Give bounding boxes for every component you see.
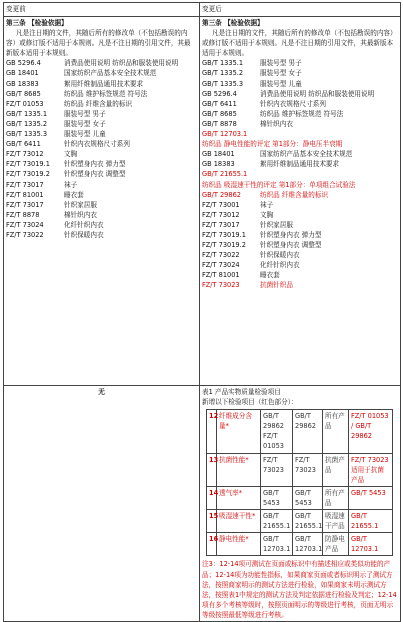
standard-code: GB/T 8685 (6, 89, 41, 98)
standard-name: 针织家居服 (64, 200, 97, 209)
table-row (207, 510, 393, 533)
table-cell-c3: GB/T 29862 (293, 410, 323, 453)
table-row (207, 410, 393, 453)
standard-code: FZ/T 73024 (6, 220, 44, 229)
standard-code: GB/T 1335.1 (6, 109, 48, 118)
standard-item (202, 89, 398, 99)
standard-code: FZ/T 81001 (202, 271, 240, 280)
standard-item (6, 230, 197, 240)
standard-name: 针织塑身内衣 弹力型 (260, 230, 322, 239)
note-text: 注3：12-14项可测试在页面或标识中有描述相应或类似功能的产品；12-14项为功能性指标，如果商家页面或者标识明示了测试方法，按照商家明示的测试方法进行检验，如果商家未明示测试方法，按照表1中规定的测试方法及判定依据进行检验及判定；12-14项有多个考核等级时，按照页面明示的等级进行考核，页面无明示等级按照最低等级进行考核。 (202, 560, 397, 619)
comparison-table (3, 2, 401, 622)
standard-item (6, 200, 197, 210)
table-row (207, 453, 393, 486)
table-cell-no: 12 (207, 410, 217, 453)
standard-code: GB/T 12703.1 (202, 130, 248, 139)
table-cell-c5: FZ/T 73023 适用于抗菌产品 (349, 453, 393, 486)
standard-code: GB/T 1335.3 (6, 130, 48, 139)
standard-code: GB/T 6411 (6, 140, 41, 149)
table-cell-c1: 静电性能* (217, 533, 261, 556)
table-cell-c3: GB/T 12703.1 (293, 533, 323, 556)
standard-name: 纺织品 纤维含量的标识 (64, 99, 133, 108)
table-cell-c4: 抗菌产品 (323, 453, 349, 486)
standard-name: 国家纺织产品基本安全技术规范 (64, 69, 157, 78)
table-cell-c4: 所有产品 (323, 486, 349, 509)
standard-code: FZ/T 73017 (202, 220, 240, 229)
standard-code: FZ/T 73019.1 (6, 160, 50, 169)
standard-code: GB 5296.4 (202, 89, 237, 98)
standard-name: 针织塑身内衣 弹力型 (64, 160, 126, 169)
table-subtitle: 新增以下检验项目（红色部分）： (202, 398, 298, 407)
table-cell-c2: GB/T 5453 (261, 486, 293, 509)
standard-name: 针织保暖内衣 (260, 251, 300, 260)
standard-code: FZ/T 8878 (6, 210, 40, 219)
standard-code: FZ/T 73019.1 (202, 230, 246, 239)
after-clause-title: 第三条 【检验依据】 (202, 19, 264, 27)
standard-code: FZ/T 73019.2 (202, 241, 246, 250)
standard-item (202, 200, 398, 210)
before-paragraph: 凡是注日期的文件，其随后所有的修改单（不包括勘误的内容）或修订版不适用于本规则。凡是不注日期的引用文件，其最新版本适用于本规则。 (6, 29, 191, 58)
standard-name: 化纤针织内衣 (260, 261, 300, 270)
before-clause-title: 第三条 【检验依据】 (6, 19, 68, 27)
table-cell-c1: 透气率* (217, 486, 261, 509)
table-cell-c1: 纤维成分含量* (217, 410, 261, 453)
standard-item (202, 159, 398, 169)
standard-name: 纺织品 静电性能的评定 第1部分：静电压半衰期 (202, 140, 343, 149)
standard-item (6, 159, 197, 169)
table-row (207, 533, 393, 556)
table-cell-no: 16 (207, 533, 217, 556)
standard-item (6, 99, 197, 109)
after-cell-row2 (200, 386, 401, 622)
standard-code: GB/T 1335.3 (202, 79, 244, 88)
standard-item (202, 68, 398, 78)
standard-name: 抗菌针织品 (260, 281, 293, 290)
header-after: 变更后 (200, 3, 401, 17)
standard-name: 服装号型 儿童 (260, 79, 302, 88)
standard-code: FZ/T 73024 (202, 261, 240, 270)
standard-name: 絮用纤维制品通用技术要求 (64, 79, 144, 88)
standard-name: 服装号型 儿童 (64, 130, 106, 139)
table-cell-c2: GB/T 29862 FZ/T 01053 (261, 410, 293, 453)
standard-item (6, 190, 197, 200)
standard-name: 纺织品 纤维含量的标识 (260, 190, 329, 199)
none-text: 无 (98, 388, 105, 396)
standard-name: 絮用纤维制品通用技术要求 (260, 160, 340, 169)
after-cell (200, 17, 401, 386)
standard-name: 文胸 (64, 150, 78, 159)
before-cell-row2 (4, 386, 200, 622)
table-cell-no: 13 (207, 453, 217, 486)
standard-name: 袜子 (260, 200, 274, 209)
standard-code: FZ/T 73023 (202, 281, 240, 290)
standard-code: FZ/T 73012 (202, 210, 240, 219)
standard-item (6, 89, 197, 99)
standard-name: 消费品使用说明 纺织品和服装使用说明 (64, 59, 179, 68)
standard-code: FZ/T 73017 (6, 180, 44, 189)
standard-item (6, 149, 197, 159)
standard-item (202, 149, 398, 159)
standard-code: GB/T 1335.2 (202, 69, 244, 78)
standard-item (6, 220, 197, 230)
standard-name: 针织内衣规格尺寸系列 (260, 99, 326, 108)
standard-name: 国家纺织产品基本安全技术规范 (260, 150, 353, 159)
standard-code: FZ/T 73022 (6, 230, 44, 239)
standard-code: GB/T 29862 (202, 190, 241, 199)
standard-code: GB/T 8878 (202, 119, 237, 128)
header-before: 变更前 (4, 3, 200, 17)
standard-name: 针织家居服 (260, 220, 293, 229)
standard-item (202, 230, 398, 240)
standard-code: GB/T 21655.1 (202, 170, 248, 179)
table-cell-c3: GB/T 21655.1 (293, 510, 323, 533)
table-row (207, 486, 393, 509)
standard-item (6, 139, 197, 149)
standard-code: GB 18383 (202, 160, 235, 169)
standard-name: 纺织品 维护标签规范 符号法 (64, 89, 148, 98)
table-cell-c3: GB/T 5453 (293, 486, 323, 509)
standard-code: FZ/T 73022 (202, 251, 240, 260)
standard-item (202, 260, 398, 270)
table-cell-c5: FZ/T 01053 / GB/T 29862 (349, 410, 393, 453)
inspection-items-table (206, 409, 393, 556)
standard-code: FZ/T 81001 (6, 190, 44, 199)
standard-item (6, 79, 197, 89)
standard-name: 纺织品 吸湿速干性的评定 第1部分：单项组合试验法 (202, 180, 356, 189)
standard-name: 服装号型 女子 (64, 119, 106, 128)
standard-name: 袜子 (64, 180, 78, 189)
clause-row (4, 17, 401, 386)
table-cell-c3: FZ/T 73023 (293, 453, 323, 486)
standard-item (202, 129, 398, 149)
standard-code: FZ/T 73017 (6, 200, 44, 209)
standard-item (202, 190, 398, 200)
header-row (4, 3, 401, 17)
standard-name: 棉针织内衣 (260, 119, 293, 128)
standard-name: 针织塑身内衣 调整型 (260, 241, 322, 250)
standard-name: 针织塑身内衣 调整型 (64, 170, 126, 179)
standard-name: 服装号型 男子 (64, 109, 106, 118)
standard-code: FZ/T 73012 (6, 150, 44, 159)
table-cell-c4: 防静电产品 (323, 533, 349, 556)
standard-code: GB 5296.4 (6, 59, 41, 68)
table-cell-c1: 吸湿速干性* (217, 510, 261, 533)
standard-item (202, 109, 398, 119)
after-paragraph: 凡是注日期的文件，其随后所有的修改单（不包括勘误的内容）或修订版不适用于本规则。凡是不注日期的引用文件，其最新版本适用于本规则。 (202, 29, 397, 58)
after-standards-list (202, 58, 398, 290)
standard-code: GB/T 8685 (202, 109, 237, 118)
table-cell-c2: FZ/T 73023 (261, 453, 293, 486)
standard-item (202, 79, 398, 89)
table-cell-c4: 所有产品 (323, 410, 349, 453)
table-row (4, 386, 401, 622)
standard-name: 文胸 (260, 210, 274, 219)
standard-item (202, 240, 398, 250)
standard-item (6, 119, 197, 129)
standard-name: 纺织品 维护标签规范 符号法 (260, 109, 344, 118)
standard-item (202, 250, 398, 260)
table-cell-c5: GB/T 12703.1 (349, 533, 393, 556)
standard-item (6, 68, 197, 78)
table-cell-c1: 抗菌性能* (217, 453, 261, 486)
standard-item (202, 270, 398, 280)
table-cell-no: 15 (207, 510, 217, 533)
standard-item (202, 58, 398, 68)
standard-item (202, 220, 398, 230)
standard-code: GB/T 6411 (202, 99, 237, 108)
standard-item (6, 58, 197, 68)
before-cell (4, 17, 200, 386)
standard-item (202, 119, 398, 129)
table-cell-c2: GB/T 12703.1 (261, 533, 293, 556)
standard-code: FZ/T 01053 (6, 99, 44, 108)
standard-item (6, 169, 197, 179)
standard-name: 针织保暖内衣 (64, 230, 104, 239)
standard-item (202, 169, 398, 189)
table-cell-c4: 吸湿速干产品 (323, 510, 349, 533)
standard-code: GB 18383 (6, 79, 39, 88)
standard-code: GB/T 1335.2 (6, 119, 48, 128)
standard-item (202, 99, 398, 109)
standard-name: 棉针织内衣 (64, 210, 97, 219)
standard-code: FZ/T 73019.2 (6, 170, 50, 179)
standard-item (6, 129, 197, 139)
standard-item (6, 210, 197, 220)
table-cell-c5: GB/T 21655.1 (349, 510, 393, 533)
standard-item (202, 210, 398, 220)
table-cell-c5: GB/T 5453 (349, 486, 393, 509)
table-caption: 表1 产品实物质量检验项目 (202, 388, 281, 396)
standard-code: GB 18401 (202, 150, 235, 159)
standard-code: GB 18401 (6, 69, 39, 78)
standard-code: GB/T 1335.1 (202, 59, 244, 68)
standard-name: 针织内衣规格尺寸系列 (64, 140, 130, 149)
standard-name: 睡衣套 (260, 271, 280, 280)
before-standards-list (6, 58, 197, 240)
table-cell-c2: GB/T 21655.1 (261, 510, 293, 533)
standard-item (6, 180, 197, 190)
standard-name: 消费品使用说明 纺织品和服装使用说明 (260, 89, 375, 98)
standard-code: FZ/T 73001 (202, 200, 240, 209)
standard-item (202, 280, 398, 290)
standard-name: 睡衣套 (64, 190, 84, 199)
table-cell-no: 14 (207, 486, 217, 509)
standard-item (6, 109, 197, 119)
standard-name: 服装号型 女子 (260, 69, 302, 78)
standard-name: 服装号型 男子 (260, 59, 302, 68)
standard-name: 化纤针织内衣 (64, 220, 104, 229)
